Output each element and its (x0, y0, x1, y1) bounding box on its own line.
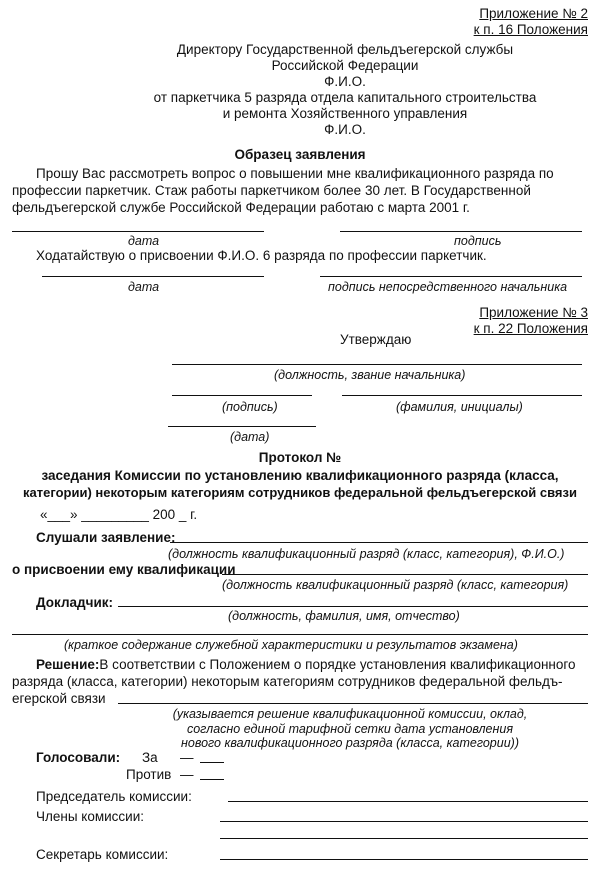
assign-label: о присвоении ему квалификации (12, 562, 236, 577)
against-label: Против (126, 767, 172, 782)
summary-line (12, 634, 588, 635)
members-line-1 (220, 821, 588, 822)
decision-line-1 (36, 657, 576, 673)
heard-label: Слушали заявление: (36, 530, 176, 545)
body-line-1: Прошу Вас рассмотреть вопрос о повышении мне квалификационного разряда по (36, 166, 554, 181)
for-count-line (200, 762, 224, 763)
appendix2-title: Приложение № 2 (479, 6, 588, 21)
against-value: — (180, 767, 194, 782)
body-line-3: фельдъегерской службе Российской Федерации работаю с марта 2001 г. (12, 200, 470, 215)
heard-hint: (должность квалификационный разряд (класс, категория), Ф.И.О.) (168, 547, 565, 561)
approver-name-label: (фамилия, инициалы) (396, 400, 523, 414)
speaker-line (118, 606, 588, 607)
decision-hint-1: (указывается решение квалификационной комиссии, оклад, (172, 707, 528, 721)
appendix2-ref: к п. 16 Положения (473, 22, 588, 37)
protocol-date: «___» _________ 200 _ г. (40, 507, 198, 522)
members-line-2 (220, 838, 588, 839)
addressee-line-6: Ф.И.О. (324, 122, 366, 137)
supervisor-signature-label: подпись непосредственного начальника (328, 280, 568, 294)
chairman-label: Председатель комиссии: (36, 789, 192, 804)
position-line (172, 364, 582, 365)
signature-line (340, 231, 582, 232)
signature-label: подпись (454, 234, 502, 248)
date-label-2: дата (128, 280, 160, 294)
protocol-subtitle-2: категории) некоторым категориям сотрудников федеральной фельдъегерской связи (23, 485, 577, 500)
addressee-line-3: Ф.И.О. (324, 74, 366, 89)
body-line-2: профессии паркетчик. Стаж работы паркетчиком более 30 лет. В Государственной (12, 183, 531, 198)
approval-date-label: (дата) (230, 430, 270, 444)
secretary-label: Секретарь комиссии: (36, 847, 169, 862)
decision-label: Решение: (36, 657, 100, 672)
decision-text-1: В соответствии с Положением о порядке установления квалификационного (99, 657, 576, 672)
approver-name-line (342, 395, 582, 396)
decision-line (118, 703, 588, 704)
decision-hint-2: согласно единой тарифной сетки дата установления (186, 722, 514, 736)
supervisor-signature-line (320, 276, 582, 277)
assign-hint: (должность квалификационный разряд (класс, категория) (222, 578, 569, 592)
date-label: дата (128, 234, 160, 248)
protocol-subtitle-1: заседания Комиссии по установлению квалификационного разряда (класса, (41, 468, 559, 483)
heard-line (170, 542, 588, 543)
petition-text: Ходатайствую о присвоении Ф.И.О. 6 разряда по профессии паркетчик. (36, 248, 487, 263)
for-label: За (142, 750, 158, 765)
approve-label: Утверждаю (340, 332, 412, 347)
addressee-line-2: Российской Федерации (271, 58, 419, 73)
approver-signature-label: (подпись) (222, 400, 278, 414)
protocol-title: Протокол № (258, 450, 342, 465)
voting-label: Голосовали: (36, 750, 121, 765)
approval-date-line (168, 426, 316, 427)
members-label: Члены комиссии: (36, 809, 145, 824)
decision-hint-3: нового квалификационного разряда (класса, категории)) (180, 736, 519, 750)
speaker-label: Докладчик: (36, 595, 113, 610)
date-line (12, 231, 264, 232)
decision-line-2: разряда (класса, категории) некоторым категориям сотрудников федеральной фельдъ- (12, 674, 563, 689)
secretary-line (220, 859, 588, 860)
decision-line-3: егерской связи (12, 691, 106, 706)
for-value: — (180, 750, 194, 765)
speaker-hint: (должность, фамилия, имя, отчество) (228, 609, 460, 623)
addressee-line-4: от паркетчика 5 разряда отдела капитального строительства (153, 90, 537, 105)
assign-line (222, 574, 588, 575)
application-heading: Образец заявления (234, 147, 366, 162)
appendix3-ref: к п. 22 Положения (473, 321, 588, 336)
summary-hint: (краткое содержание служебной характеристики и результатов экзамена) (64, 638, 518, 652)
appendix3-title: Приложение № 3 (479, 305, 588, 320)
chairman-line (228, 801, 588, 802)
date-line-2 (42, 276, 264, 277)
position-label: (должность, звание начальника) (274, 368, 466, 382)
addressee-line-5: и ремонта Хозяйственного управления (222, 106, 468, 121)
addressee-line-1: Директору Государственной фельдъегерской службы (176, 42, 514, 57)
approver-signature-line (172, 395, 312, 396)
against-count-line (200, 779, 224, 780)
